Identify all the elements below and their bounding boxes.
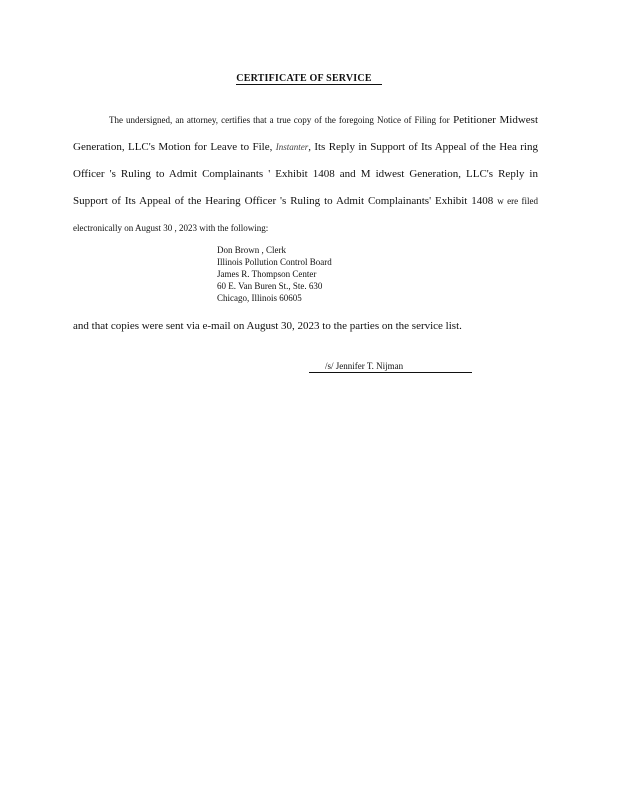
service-statement: and that copies were sent via e-mail on August 30, 2023 to the parties on the service list. — [73, 320, 462, 332]
certificate-title: CERTIFICATE OF SERVICE — [236, 73, 381, 85]
motion-text: Petitioner Midwest Generation, LLC's Motion for Leave to File, — [73, 114, 538, 153]
reply-text: , Its Reply in Support of Its Appeal of the Hea ring Officer 's Ruling to Admit Complainants ' Exhibit 1408 and M idwest Generation, LLC's Reply in Support of Its Appeal of the Hearing Officer 's Ruling to Admit Complainants' Exhibit 1408 — [73, 141, 538, 207]
address-line-3: James R. Thompson Center — [217, 269, 317, 279]
certification-paragraph — [73, 107, 538, 242]
instanter-text: Instanter — [275, 142, 309, 152]
address-line-1: Don Brown , Clerk — [217, 245, 286, 255]
address-line-4: 60 E. Van Buren St., Ste. 630 — [217, 281, 323, 291]
opening-text: The undersigned, an attorney, certifies that a true copy of the foregoing Notice of Filing for — [109, 115, 450, 125]
signature-line: /s/ Jennifer T. Nijman — [309, 360, 472, 373]
page-title — [0, 73, 618, 84]
address-line-5: Chicago, Illinois 60605 — [217, 293, 302, 303]
address-line-2: Illinois Pollution Control Board — [217, 257, 332, 267]
clerk-address — [217, 244, 332, 304]
filed-text: w ere filed electronically on August 30 , 2023 with the following: — [73, 196, 539, 233]
